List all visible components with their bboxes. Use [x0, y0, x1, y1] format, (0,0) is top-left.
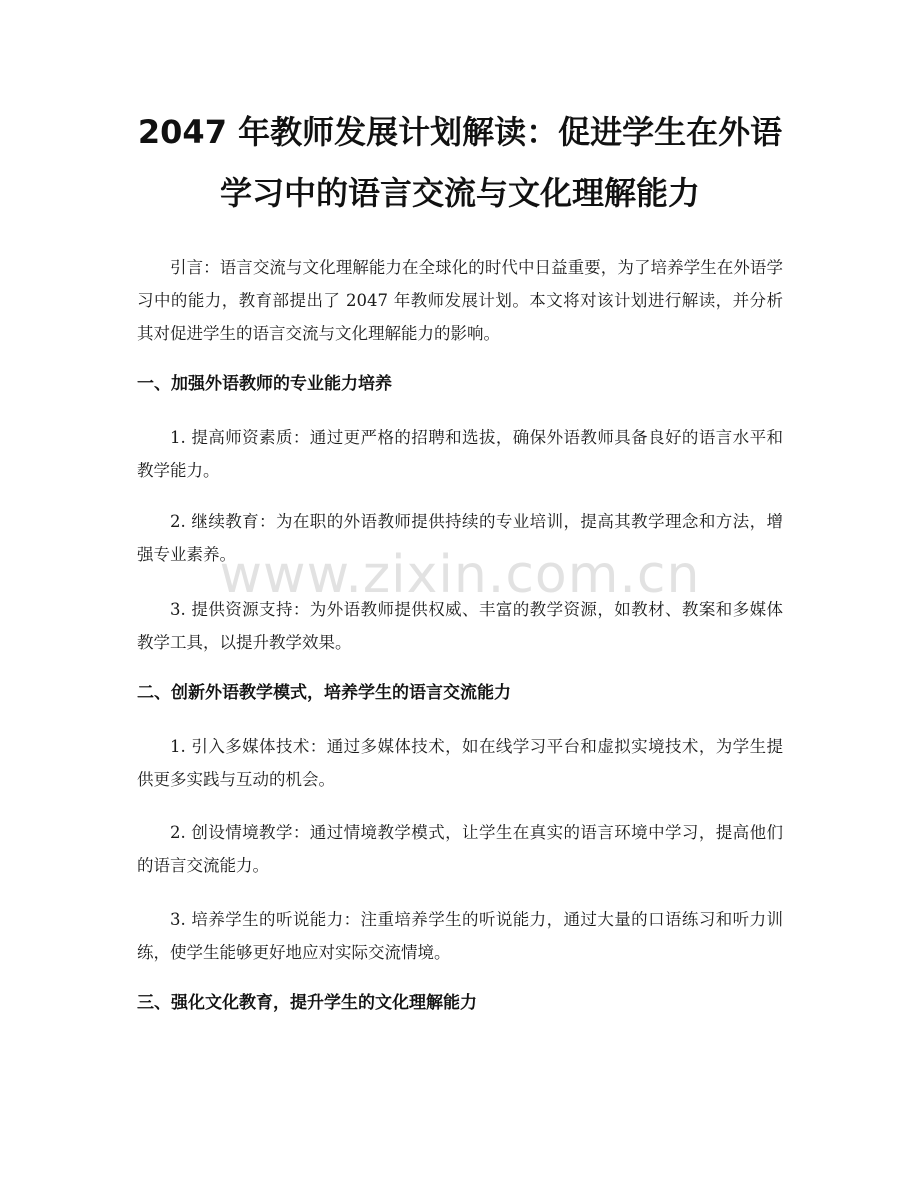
- section-2-item-2: 2. 创设情境教学：通过情境教学模式，让学生在真实的语言环境中学习，提高他们的语言交流能力。: [137, 823, 783, 875]
- document-title-line-2: 学习中的语言交流与文化理解能力: [219, 174, 700, 212]
- section-1-item-2: 2. 继续教育：为在职的外语教师提供持续的专业培训，提高其教学理念和方法，增强专业素养。: [137, 512, 783, 564]
- section-3-heading: 三、强化文化教育，提升学生的文化理解能力: [137, 993, 477, 1013]
- section-1-item-3: 3. 提供资源支持：为外语教师提供权威、丰富的教学资源，如教材、教案和多媒体教学工具，以提升教学效果。: [137, 600, 783, 652]
- watermark-text: www.zixin.com.cn: [219, 545, 701, 605]
- section-2-heading: 二、创新外语教学模式，培养学生的语言交流能力: [137, 683, 511, 703]
- document-title-line-1: 2047 年教师发展计划解读：促进学生在外语: [137, 113, 783, 151]
- section-2-item-1: 1. 引入多媒体技术：通过多媒体技术，如在线学习平台和虚拟实境技术，为学生提供更多实践与互动的机会。: [137, 737, 783, 789]
- section-2-item-3: 3. 培养学生的听说能力：注重培养学生的听说能力，通过大量的口语练习和听力训练，使学生能够更好地应对实际交流情境。: [137, 910, 783, 962]
- section-1-item-1: 1. 提高师资素质：通过更严格的招聘和选拔，确保外语教师具备良好的语言水平和教学能力。: [137, 428, 783, 480]
- section-1-heading: 一、加强外语教师的专业能力培养: [137, 374, 392, 394]
- intro-paragraph: 引言：语言交流与文化理解能力在全球化的时代中日益重要，为了培养学生在外语学习中的能力，教育部提出了 2047 年教师发展计划。本文将对该计划进行解读，并分析其对促进学生的语言交流与文化理解能力的影响。: [137, 258, 783, 343]
